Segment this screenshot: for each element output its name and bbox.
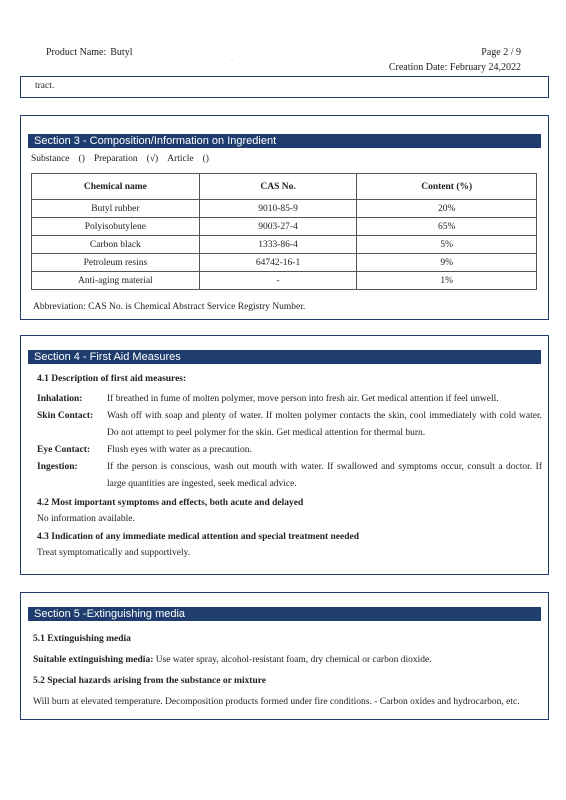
preparation-mark: (√) (146, 154, 159, 164)
table-cell: Petroleum resins (32, 254, 200, 272)
table-row (32, 236, 537, 254)
subsection-4-3: 4.3 Indication of any immediate medical attention and special treatment needed (37, 532, 360, 542)
table-cell: Butyl rubber (32, 200, 200, 218)
section-3-title: Section 3 - Composition/Information on Ingredient (28, 134, 541, 148)
product-name-value: Butyl (110, 47, 133, 58)
table-header-row (32, 174, 537, 200)
table-cell: 20% (357, 200, 537, 218)
suitable-media-line (33, 652, 543, 669)
table-cell: 9003-27-4 (199, 218, 357, 236)
table-row (32, 272, 537, 290)
first-aid-key: Inhalation: (37, 394, 83, 404)
abbreviation-note: Abbreviation: CAS No. is Chemical Abstract Service Registry Number. (33, 302, 306, 312)
subsection-5-2: 5.2 Special hazards arising from the substance or mixture (33, 676, 267, 686)
table-cell: 1333-86-4 (199, 236, 357, 254)
table-cell: 5% (357, 236, 537, 254)
suitable-media-label: Suitable extinguishing media: (33, 655, 154, 665)
substance-mark: () (78, 154, 85, 164)
subsection-4-3-text: Treat symptomatically and supportively. (37, 548, 191, 558)
preparation-label: Preparation (93, 154, 138, 164)
column-header: CAS No. (199, 174, 357, 200)
section-5-title: Section 5 -Extinguishing media (28, 607, 541, 621)
table-cell: 1% (357, 272, 537, 290)
suitable-media-text: Use water spray, alcohol-resistant foam, dry chemical or carbon dioxide. (153, 655, 432, 665)
section-4-body (37, 374, 542, 562)
substance-line (31, 154, 218, 164)
table-cell: - (199, 272, 357, 290)
table-row (32, 254, 537, 272)
product-name-label: Product Name: (46, 47, 107, 58)
column-header: Chemical name (32, 174, 200, 200)
table-cell: 65% (357, 218, 537, 236)
column-header: Content (%) (357, 174, 537, 200)
article-mark: () (202, 154, 209, 164)
first-aid-row-inhalation (37, 391, 542, 408)
first-aid-row-ingestion (37, 459, 542, 493)
creation-date: Creation Date: February 24,2022 (388, 62, 521, 73)
first-aid-value: If the person is conscious, wash out mouth with water. If swallowed and symptoms occur, consult a doctor. If large quantities are ingested, seek medical advice. (107, 462, 542, 489)
table-cell: Polyisobutylene (32, 218, 200, 236)
subsection-4-2-text: No information available. (37, 514, 135, 524)
first-aid-value: Wash off with soap and plenty of water. If molten polymer contacts the skin, cool immediately with cold water. Do not attempt to peel polymer for the skin. Get medical attention for thermal burn. (107, 411, 542, 438)
table-cell: Carbon black (32, 236, 200, 254)
table-cell: 9% (357, 254, 537, 272)
header-dot: . (231, 54, 233, 63)
first-aid-row-skin (37, 408, 542, 442)
section-3-box (20, 115, 549, 320)
first-aid-value: Flush eyes with water as a precaution. (107, 445, 252, 455)
substance-label: Substance (31, 154, 70, 164)
section-5-body (33, 631, 543, 715)
first-aid-key: Eye Contact: (37, 445, 91, 455)
section-4-title: Section 4 - First Aid Measures (28, 350, 541, 364)
previous-section-box (20, 76, 549, 98)
subsection-4-1: 4.1 Description of first aid measures: (37, 374, 187, 384)
product-name (46, 47, 133, 58)
subsection-4-2: 4.2 Most important symptoms and effects, both acute and delayed (37, 498, 304, 508)
subsection-5-1: 5.1 Extinguishing media (33, 634, 131, 644)
table-row (32, 200, 537, 218)
table-cell: 64742-16-1 (199, 254, 357, 272)
first-aid-key: Skin Contact: (37, 411, 94, 421)
table-cell: Anti-aging material (32, 272, 200, 290)
page-number: Page 2 / 9 (481, 47, 521, 58)
header-right (389, 47, 521, 73)
composition-table (31, 173, 537, 290)
article-label: Article (167, 154, 194, 164)
section-5-box (20, 592, 549, 720)
subsection-5-2-text: Will burn at elevated temperature. Decomposition products formed under fire conditions. - Carbon oxides and hydrocarbon, etc. (33, 697, 520, 707)
table-row (32, 218, 537, 236)
table-cell: 9010-85-9 (199, 200, 357, 218)
section-4-box (20, 335, 549, 575)
first-aid-row-eye (37, 442, 542, 459)
previous-section-tail: tract. (35, 81, 55, 91)
first-aid-key: Ingestion: (37, 462, 78, 472)
first-aid-value: If breathed in fume of molten polymer, move person into fresh air. Get medical attention if feel unwell. (107, 394, 499, 404)
